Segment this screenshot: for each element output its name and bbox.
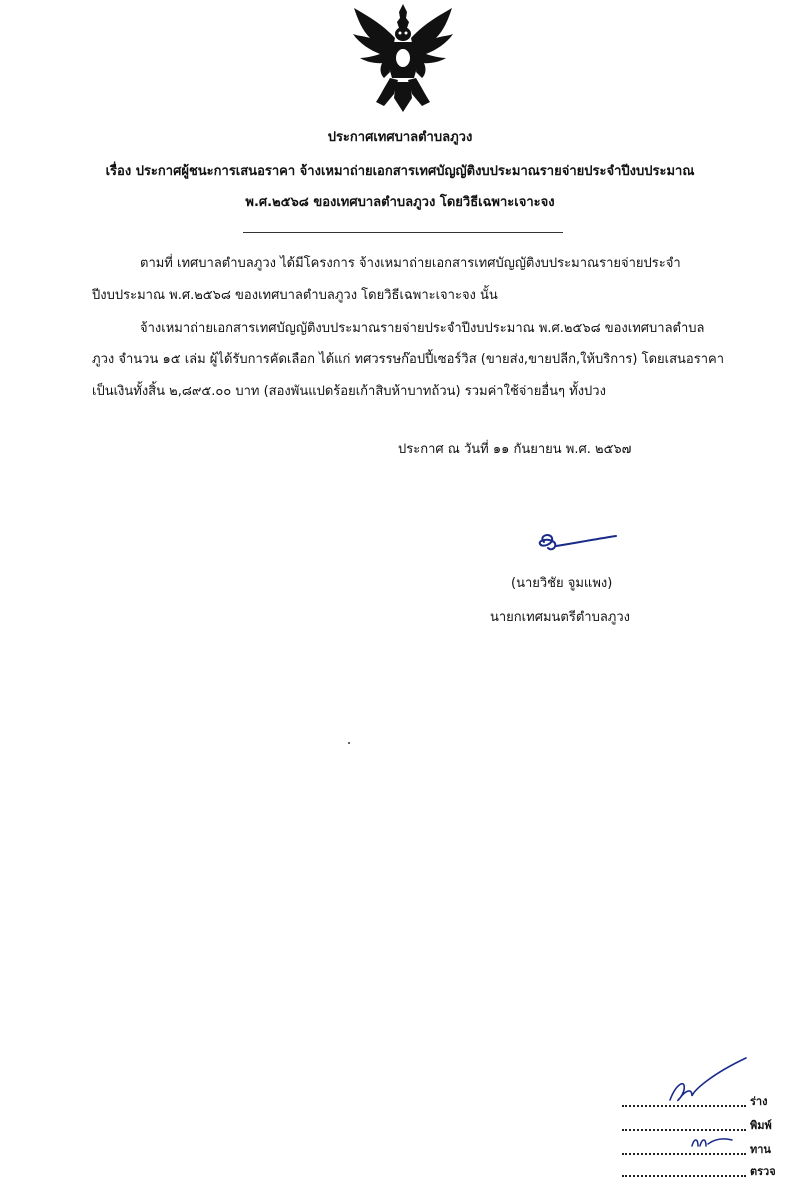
handwritten-signature: [530, 528, 620, 558]
proof-line: [622, 1129, 746, 1131]
stray-mark: [348, 742, 350, 744]
paragraph-2-line-3: เป็นเงินทั้งสิ้น ๒,๘๙๕.๐๐ บาท (สองพันแปดร้อยเก้าสิบห้าบาทถ้วน) รวมค่าใช้จ่ายอื่นๆ ทั้งปวง: [92, 384, 606, 399]
paragraph-1-line-1: ตามที่ เทศบาลตำบลภูวง ได้มีโครงการ จ้างเหมาถ่ายเอกสารเทศบัญญัติงบประมาณรายจ่ายประจำ: [140, 256, 681, 271]
signatory-position: นายกเทศมนตรีตำบลภูวง: [490, 610, 630, 625]
proof-label-print: พิมพ์: [750, 1119, 772, 1132]
subject-line-1: เรื่อง ประกาศผู้ชนะการเสนอราคา จ้างเหมาถ่ายเอกสารเทศบัญญัติงบประมาณรายจ่ายประจำปีงบประมาณ: [105, 164, 695, 179]
proof-label-check: ตรวจ: [750, 1165, 776, 1178]
proof-label-draft: ร่าง: [750, 1095, 768, 1108]
subject-line-2: พ.ศ.๒๕๖๘ ของเทศบาลตำบลภูวง โดยวิธีเฉพาะเจาะจง: [245, 195, 555, 210]
proof-line: [622, 1105, 746, 1107]
initials-review: [688, 1132, 734, 1152]
proof-line: [622, 1175, 746, 1177]
paragraph-1-line-2: ปีงบประมาณ พ.ศ.๒๕๖๘ ของเทศบาลตำบลภูวง โดยวิธีเฉพาะเจาะจง นั้น: [92, 288, 498, 303]
paragraph-2-line-1: จ้างเหมาถ่ายเอกสารเทศบัญญัติงบประมาณรายจ่ายประจำปีงบประมาณ พ.ศ.๒๕๖๘ ของเทศบาลตำบล: [140, 321, 705, 336]
org-title: ประกาศเทศบาลตำบลภูวง: [327, 130, 473, 145]
proof-label-review: ทาน: [750, 1143, 771, 1156]
paragraph-2-line-2: ภูวง จำนวน ๑๕ เล่ม ผู้ได้รับการคัดเลือก ได้แก่ ทศวรรษก๊อปปี้เซอร์วิส (ขายส่ง,ขายปลีก,ให้บริการ) โดยเสนอราคา: [92, 352, 724, 367]
announcement-date: ประกาศ ณ วันที่ ๑๑ กันยายน พ.ศ. ๒๕๖๗: [398, 442, 632, 457]
header-divider: [243, 232, 563, 233]
proof-line: [622, 1153, 746, 1155]
initials-draft: [662, 1054, 750, 1108]
signatory-name: (นายวิชัย จูมแพง): [511, 576, 613, 591]
garuda-emblem: [350, 2, 456, 114]
